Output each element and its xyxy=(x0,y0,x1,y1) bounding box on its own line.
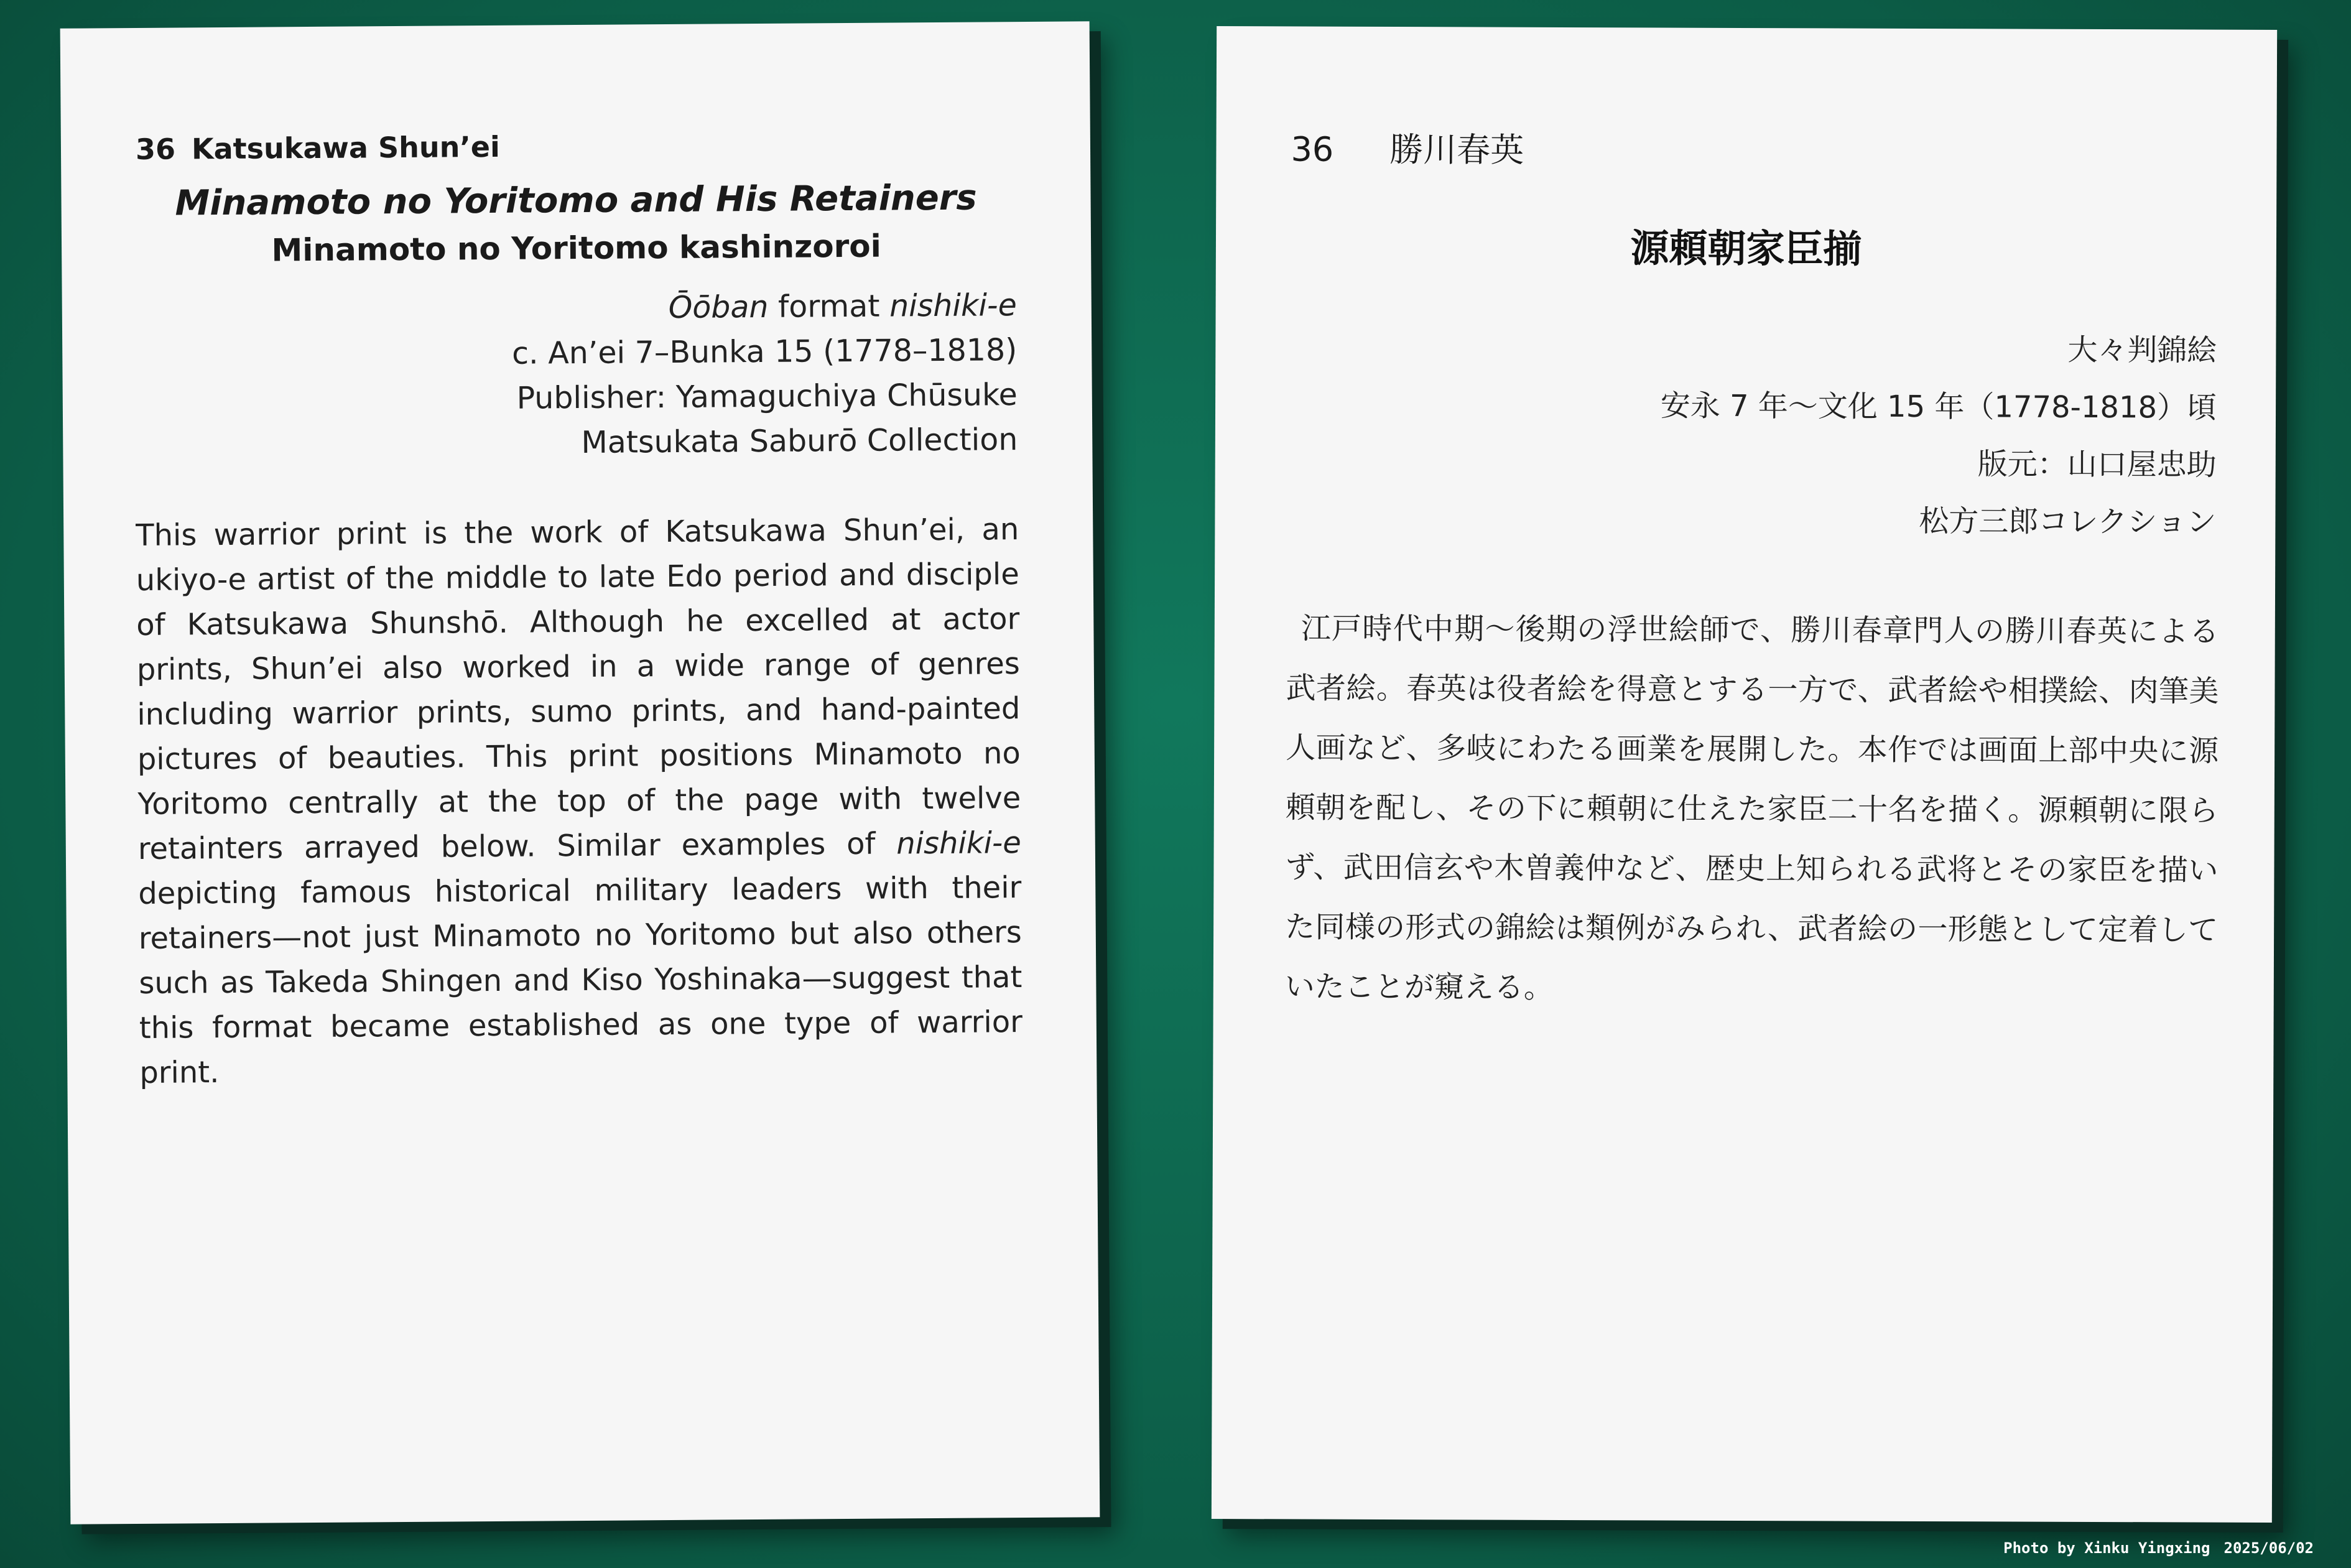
en-description-part1: This warrior print is the work of Katsukawa Shun’ei, an ukiyo-e artist of the middle to late Edo period and disciple of Katsukawa Shunshō. Although he excelled at actor prints, Shun’ei also worked in a wide range of genres including warrior prints, sumo prints, and hand-painted pictures of beauties. This print positions Minamoto no Yoritomo centrally at the top of the page with twelve retainters arrayed below. Similar examples of xyxy=(136,512,1021,866)
jp-artwork-details xyxy=(1660,320,2217,551)
photo-credit-author: Photo by Xinku Yingxing xyxy=(2003,1539,2210,1557)
en-format-line xyxy=(511,283,1017,332)
jp-collection-line: 松方三郎コレクション xyxy=(1919,503,2217,540)
jp-artist-name: 勝川春英 xyxy=(1389,130,1524,170)
photo-credit-date: 2025/06/02 xyxy=(2223,1539,2314,1557)
jp-date-line: 安永 7 年～文化 15 年（1778-1818）頃 xyxy=(1660,388,2217,425)
en-format-term: nishiki-e xyxy=(889,287,1017,324)
en-artwork-details xyxy=(511,283,1018,466)
photo-credit-watermark xyxy=(2003,1539,2314,1557)
english-label-card xyxy=(60,21,1100,1524)
jp-description-paragraph xyxy=(1285,598,2219,1019)
japanese-label-card xyxy=(1212,26,2277,1523)
jp-catalog-number: 36 xyxy=(1291,129,1334,169)
en-card-heading xyxy=(136,130,500,166)
en-artwork-title: Minamoto no Yoritomo and His Retainers xyxy=(175,177,977,224)
en-date-line: c. An’ei 7–Bunka 15 (1778–1818) xyxy=(511,332,1018,371)
en-format-middle: format xyxy=(768,288,890,325)
en-format-prefix: Ōōban xyxy=(668,289,769,325)
en-publisher-line: Publisher: Yamaguchiya Chūsuke xyxy=(516,377,1018,416)
jp-publisher-line: 版元：山口屋忠助 xyxy=(1977,447,2217,483)
en-artist-name: Katsukawa Shun’ei xyxy=(191,129,500,166)
jp-description-text: 江戸時代中期～後期の浮世絵師で、勝川春章門人の勝川春英による武者絵。春英は役者絵を得意とする一方で、武者絵や相撲絵、肉筆美人画など、多岐にわたる画業を展開した。本作では画面上部中央に源頼朝を配し、その下に頼朝に仕えた家臣二十名を描く。源頼朝に限らず、武田信玄や木曽義仲など、歴史上知られる武将とその家臣を描いた同様の形式の錦絵は類例がみられ、武者絵の一形態として定着していたことが窺える。 xyxy=(1284,611,2219,1005)
en-description-term: nishiki-e xyxy=(896,825,1021,861)
jp-artwork-title: 源頼朝家臣揃 xyxy=(1630,225,1862,272)
en-catalog-number: 36 xyxy=(135,132,176,166)
en-description-part2: depicting famous historical military leaders with their retainers—not just Minamoto no Yoritomo but also others such as Takeda Shingen and Kiso Yoshinaka—suggest that this format became established as one type of warrior print. xyxy=(138,870,1023,1090)
en-artwork-title-romanized: Minamoto no Yoritomo kashinzoroi xyxy=(271,228,881,269)
jp-card-heading xyxy=(1291,123,1524,171)
jp-format-line: 大々判錦絵 xyxy=(2067,332,2217,368)
en-description-paragraph xyxy=(136,507,1022,1095)
en-collection-line: Matsukata Saburō Collection xyxy=(581,422,1018,460)
